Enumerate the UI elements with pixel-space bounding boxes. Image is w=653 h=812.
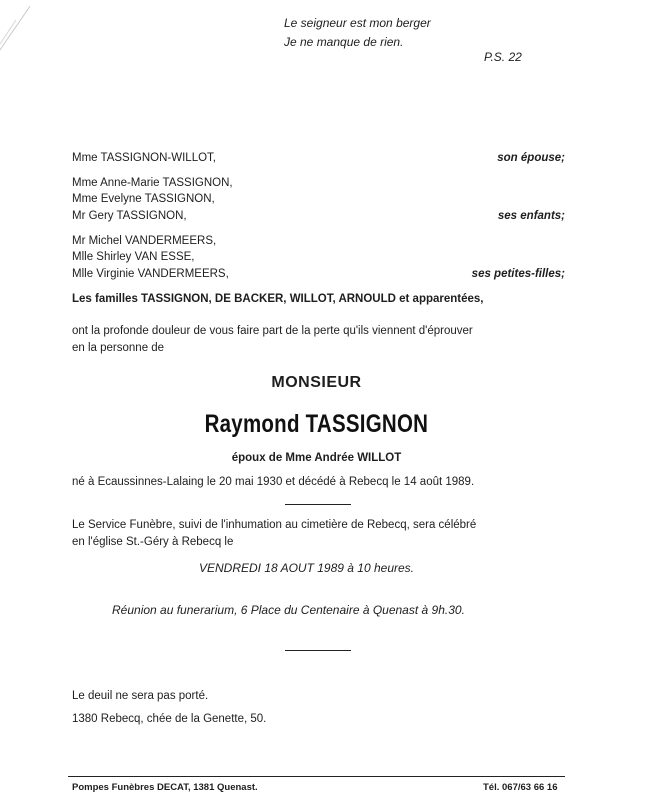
service-line-1: Le Service Funèbre, suivi de l'inhumation au cimetière de Rebecq, sera célébré — [72, 519, 477, 531]
footer-phone: Tél. 067/63 66 16 — [483, 782, 558, 793]
family-name: Mlle Shirley VAN ESSE, — [72, 251, 195, 263]
announcement-line-1: ont la profonde douleur de vous faire part de la perte qu'ils viennent d'éprouver — [72, 325, 473, 337]
deceased-title: MONSIEUR — [271, 374, 362, 391]
family-name: Mlle Virginie VANDERMEERS, — [72, 268, 229, 280]
epigraph-line-2: Je ne manque de rien. — [284, 35, 404, 49]
announcement-line-2: en la personne de — [72, 342, 165, 354]
family-relation: ses petites-filles; — [471, 268, 565, 280]
deceased-name: Raymond TASSIGNON — [204, 410, 429, 438]
separator-rule — [285, 650, 351, 651]
family-relation: son épouse; — [497, 152, 565, 164]
family-name: Mme Evelyne TASSIGNON, — [72, 193, 215, 205]
corner-scan-mark — [0, 0, 40, 60]
family-relation: ses enfants; — [497, 210, 565, 222]
deceased-spouse: époux de Mme Andrée WILLOT — [231, 452, 402, 464]
epigraph-line-1: Le seigneur est mon berger — [284, 16, 431, 30]
family-name: Mme Anne-Marie TASSIGNON, — [72, 177, 233, 189]
family-name: Mr Michel VANDERMEERS, — [72, 235, 217, 247]
epigraph-reference: P.S. 22 — [484, 50, 522, 64]
family-address: 1380 Rebecq, chée de la Genette, 50. — [72, 713, 267, 725]
family-name: Mr Gery TASSIGNON, — [72, 210, 187, 222]
service-datetime: VENDREDI 18 AOUT 1989 à 10 heures. — [199, 561, 414, 575]
separator-rule — [285, 504, 351, 505]
service-meeting: Réunion au funerarium, 6 Place du Centenaire à Quenast à 9h.30. — [112, 603, 465, 617]
family-name: Mme TASSIGNON-WILLOT, — [72, 152, 216, 164]
service-line-2: en l'église St.-Géry à Rebecq le — [72, 536, 234, 548]
mourning-note: Le deuil ne sera pas porté. — [72, 690, 209, 702]
footer-rule — [68, 776, 565, 777]
deceased-dates: né à Ecaussinnes-Lalaing le 20 mai 1930 et décédé à Rebecq le 14 août 1989. — [72, 476, 475, 488]
footer-undertaker: Pompes Funèbres DECAT, 1381 Quenast. — [72, 782, 258, 793]
families-line: Les familles TASSIGNON, DE BACKER, WILLOT, ARNOULD et apparentées, — [72, 293, 484, 305]
